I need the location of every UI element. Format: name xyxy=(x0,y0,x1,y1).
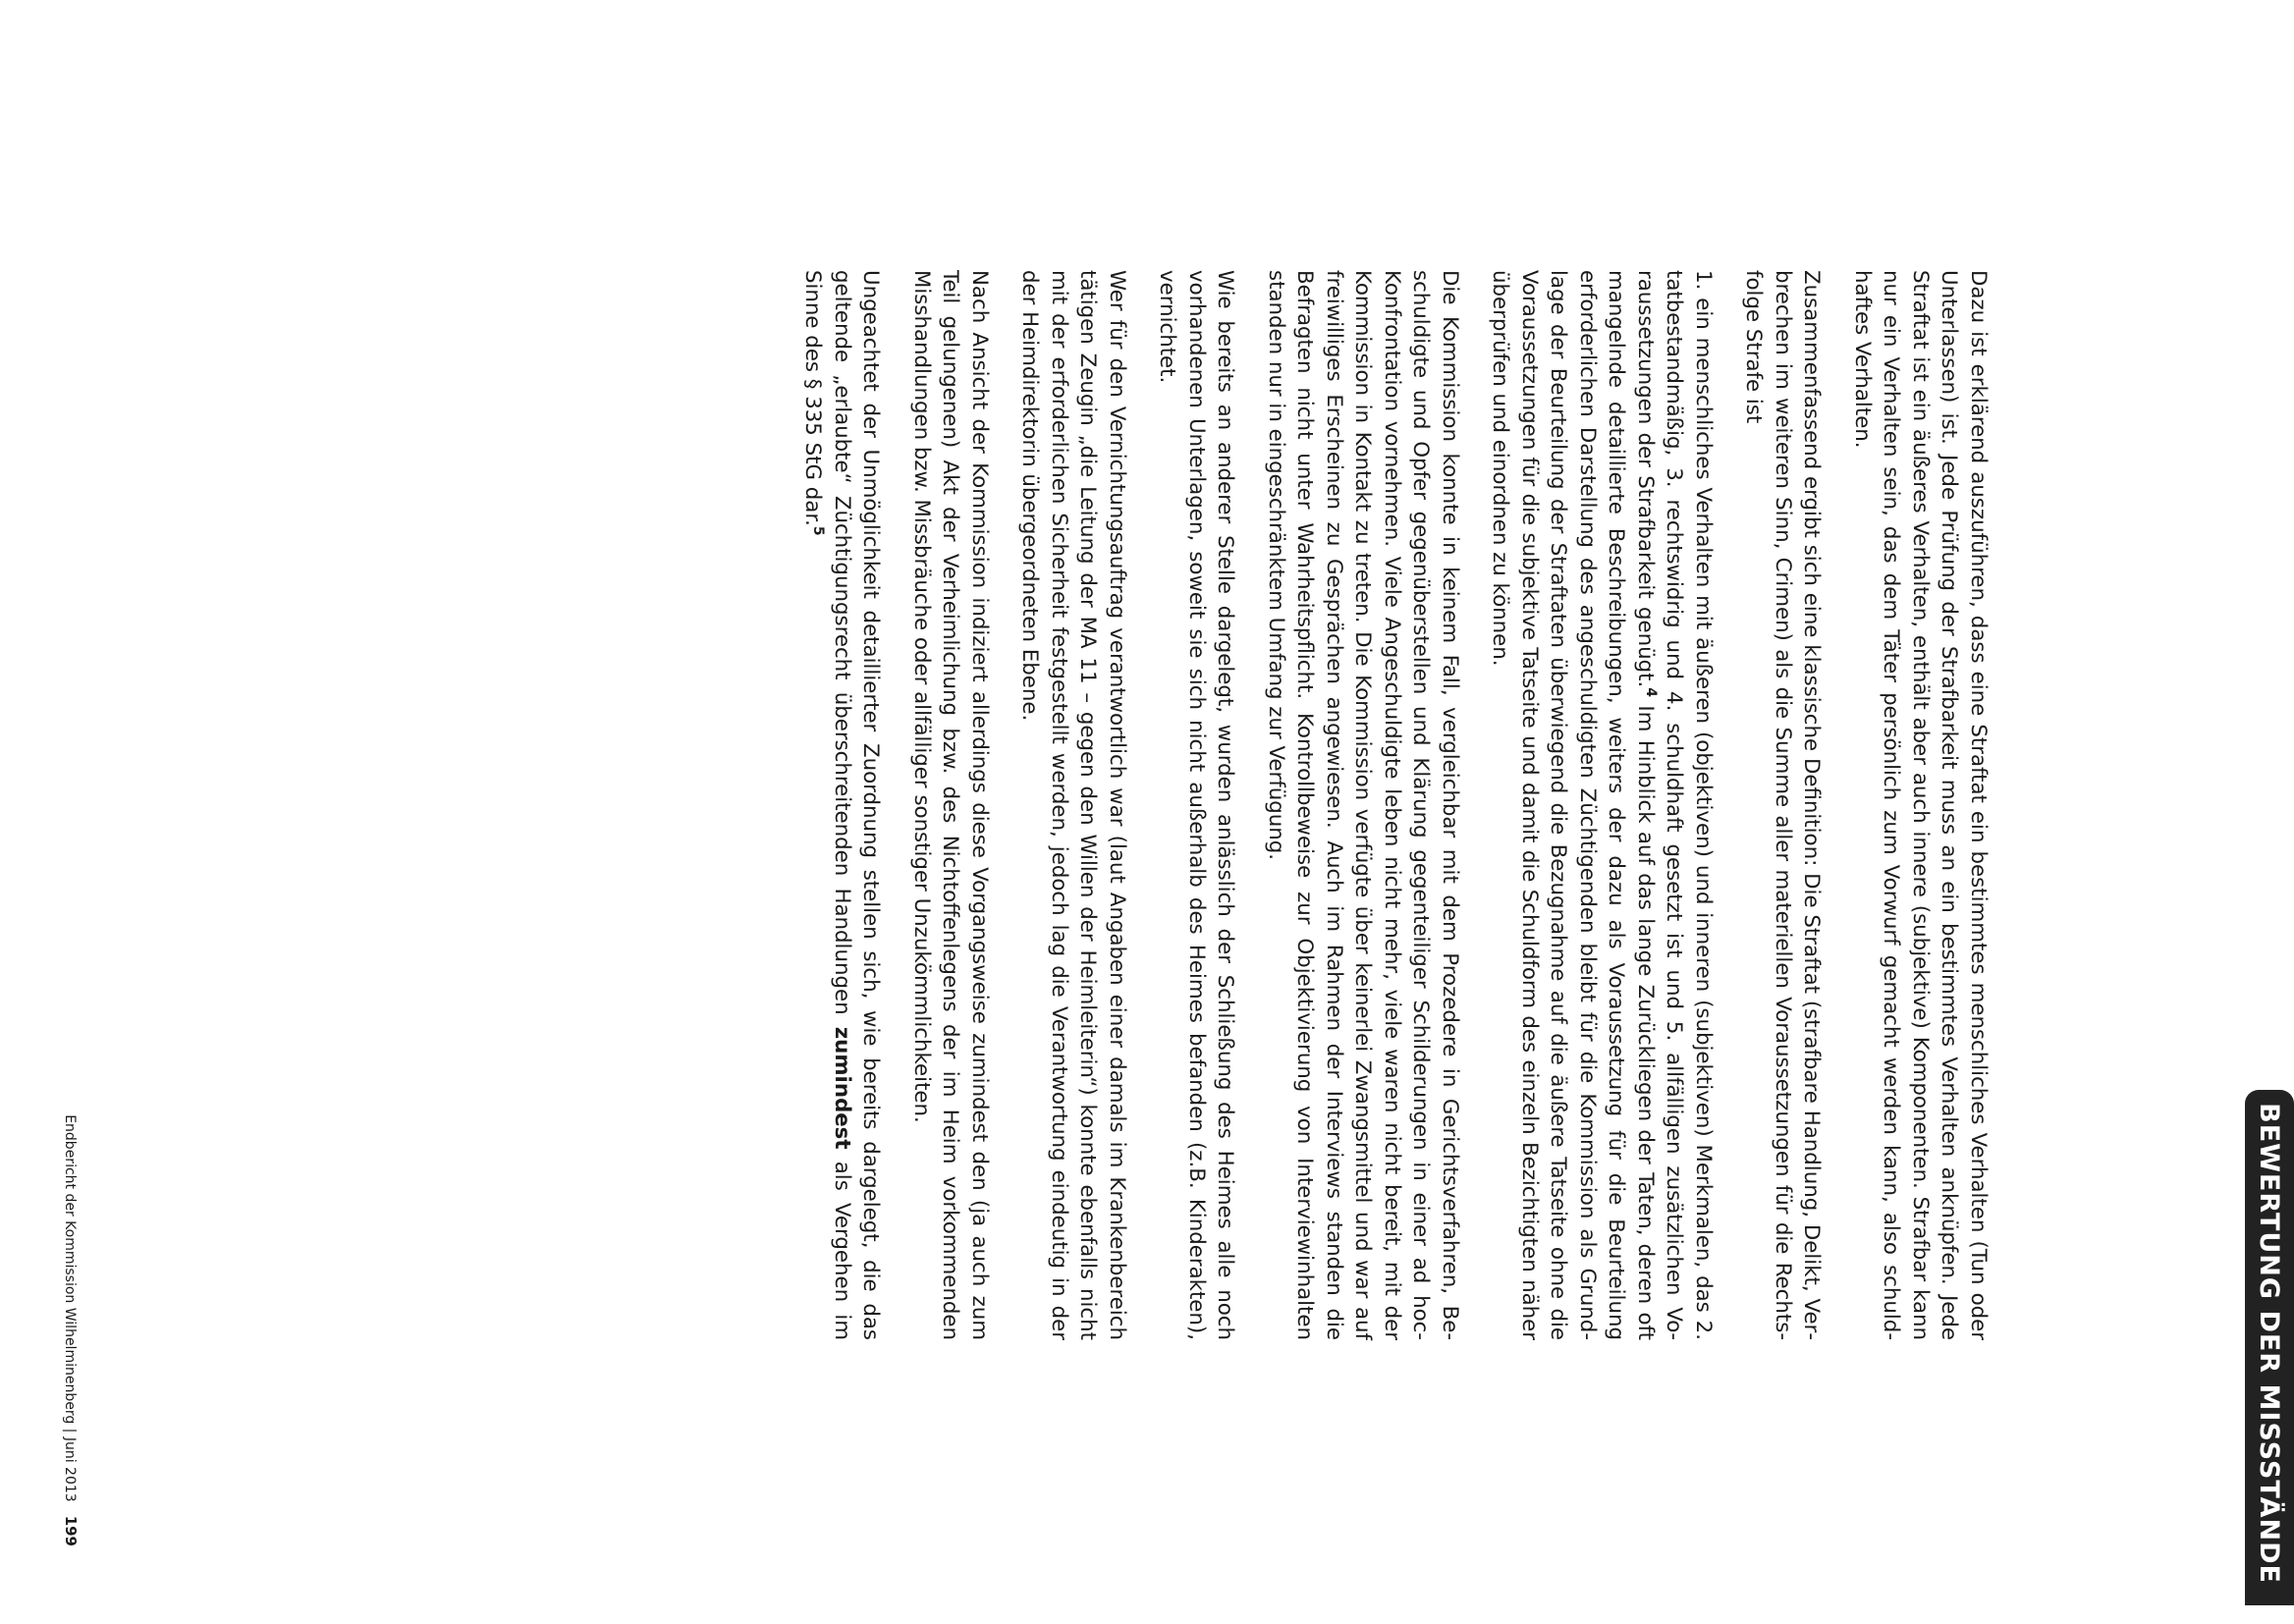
paragraph-straftat-definition: Dazu ist erklärend auszuführen, dass eine Straftat ein bestimmtes menschliches Verhalten (Tun oder Unterlassen) ist. Jede Prüfung der Strafbarkeit muss an ein bestimmtes Verhalten anknüpfen. Jede Straftat ist ein äußeres Verhalten, enthält aber auch innere (subjektive) Komponenten. Strafbar kann nur ein Verhalten sein, das dem Täter persönlich zum Vorwurf gemacht werden kann, also schuldhaftes Verhalten. xyxy=(1850,270,1991,1340)
footnote-marker-4: 4 xyxy=(1643,687,1660,698)
paragraph-text: als Vergehen im Sinne des § 335 StG dar. xyxy=(800,270,854,1340)
page-number: 199 xyxy=(62,1515,80,1546)
paragraph-merkmale-list xyxy=(1486,270,1718,1340)
paragraph-text: Im Hinblick auf das lange Zurückliegen der Taten, deren oft mangelnde detaillierte Beschreibungen, weiters der dazu als Voraussetzung für die Beurteilung erforderlichen Darstellung des angeschuldigten Züchtigenden bleibt für die Kommission als Grundlage der Beurteilung der Straftaten überwiegend die Bezugnahme auf die äußere Tatseite ohne die Voraussetzungen für die subjektive Tatseite und damit die Schuldform des einzeln Bezichtigten näher überprüfen und einordnen zu können. xyxy=(1488,270,1658,1341)
footer-publication: Endbericht der Kommission Wilhelminenberg | Juni 2013 xyxy=(62,1114,78,1502)
paragraph-klassische-definition: Zusammenfassend ergibt sich eine klassische Definition: Die Straftat (strafbare Handlung, Delikt, Verbrechen im weiteren Sinn, Crimen) als die Summe aller materiellen Voraussetzungen für die Rechtsfolge Strafe ist xyxy=(1741,270,1825,1340)
paragraph-zuechtigungsrecht xyxy=(798,270,886,1340)
footnote-marker-5: 5 xyxy=(810,525,827,536)
paragraph-text: Ungeachtet der Unmöglichkeit detaillierter Zuordnung stellen sich, wie bereits dargelegt, die das geltende „erlaubte“ Züchtigungsrecht überschreitenden Handlungen xyxy=(830,270,884,1340)
chapter-title: BEWERTUNG DER MISSSTÄNDE xyxy=(2254,1103,2285,1584)
body-text xyxy=(777,270,1993,1340)
paragraph-verheimlichung: Nach Ansicht der Kommission indiziert allerdings diese Vorgangsweise zumindest den (ja auch zum Teil gelungenen) Akt der Verheimlichung bzw. des Nichtoffenlegens der im Heim vorkommenden Misshandlungen bzw. Missbräuche oder allfälliger sonstiger Unzukömmlichkeiten. xyxy=(909,270,992,1340)
chapter-tab xyxy=(2245,1090,2294,1605)
page-footer xyxy=(62,1065,80,1546)
paragraph-vernichtungsauftrag: Wer für den Vernichtungsauftrag verantwortlich war (laut Angaben einer damals im Krankenbereich tätigen Zeugin „die Leitung der MA 11 – gegen den Willen der Heimleiterin“) konnte ebenfalls nicht mit der erforderlichen Sicherheit festgestellt werden, jedoch lag die Verantwortung eindeutig in der der Heimdirektorin übergeordneten Ebene. xyxy=(1017,270,1129,1340)
paragraph-kommission-prozedere: Die Kommission konnte in keinem Fall, vergleichbar mit dem Prozedere in Gerichtsverfahren, Beschuldigte und Opfer gegenüberstellen und Klärung gegenteiliger Schilderungen in einer ad hoc-Konfrontation vornehmen. Viele Angeschuldigte leben nicht mehr, viele waren nicht bereit, mit der Kommission in Kontakt zu treten. Die Kommission verfügte über keinerlei Zwangsmittel und war auf freiwilliges Erscheinen zu Gesprächen angewiesen. Auch im Rahmen der Interviews standen die Befragten nicht unter Wahrheitspflicht. Kontrollbeweise zur Objektivierung von Interviewinhalten standen nur in eingeschränktem Umfang zur Verfügung. xyxy=(1264,270,1462,1340)
paragraph-unterlagen-vernichtet: Wie bereits an anderer Stelle dargelegt, wurden anlässlich der Schließung des Heimes alle noch vorhandenen Unterlagen, soweit sie sich nicht außerhalb des Heimes befanden (z.B. Kinderakten), vernichtet. xyxy=(1155,270,1238,1340)
paragraph-text: 1. ein menschliches Verhalten mit äußeren (objektiven) und inneren (subjektiven) Merkmalen, das 2. tatbestandmäßig, 3. rechtswidrig und 4. schuldhaft gesetzt ist und 5. allfälligen zusätzlichen Voraussetzungen der Strafbarkeit genügt. xyxy=(1633,270,1716,1340)
emphasis-text: zumindest xyxy=(830,1026,854,1150)
